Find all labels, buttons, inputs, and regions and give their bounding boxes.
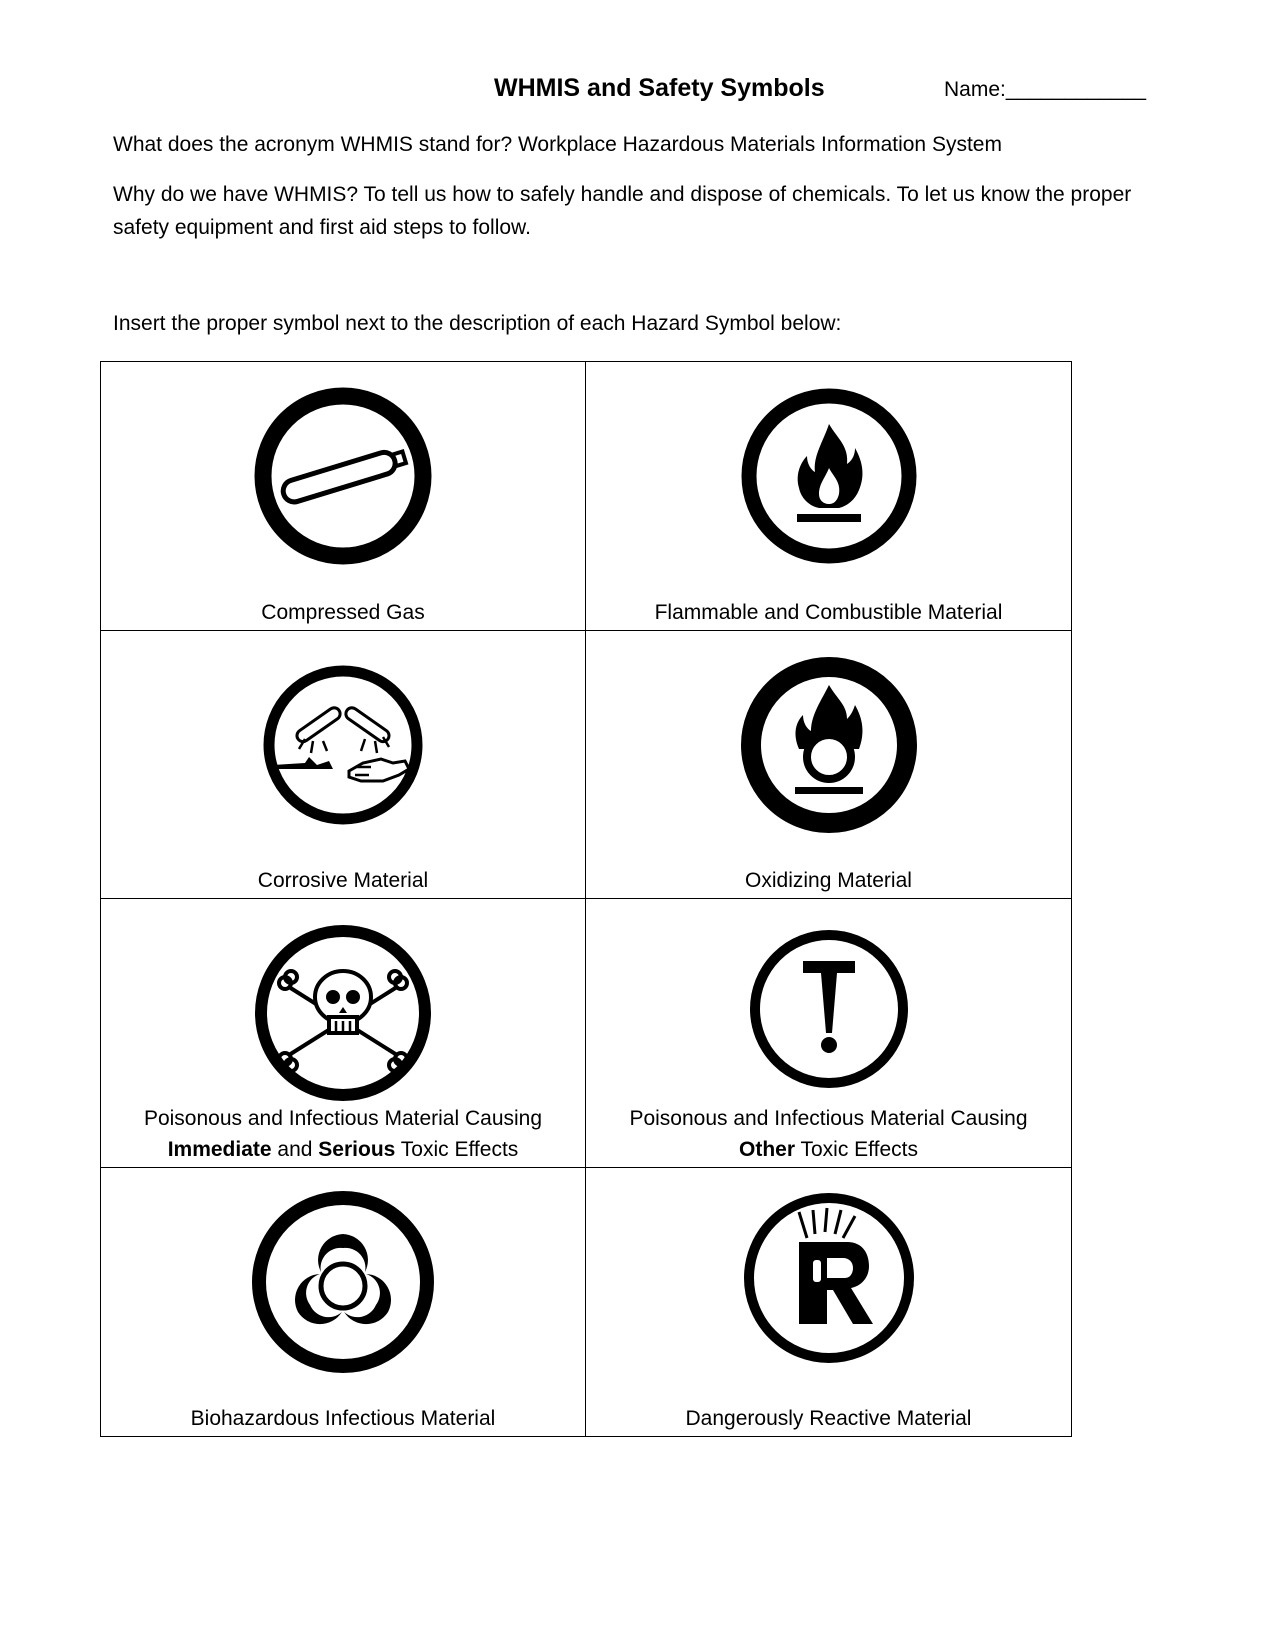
page-title: WHMIS and Safety Symbols <box>494 74 825 102</box>
label-line1: Poisonous and Infectious Material Causing <box>143 1106 543 1130</box>
label-line1: Poisonous and Infectious Material Causing <box>629 1106 1028 1130</box>
label-end: Toxic Effects <box>795 1137 918 1161</box>
symbol-cell-biohazard <box>101 1168 586 1437</box>
reactive-icon <box>729 1182 929 1382</box>
oxidizing-icon <box>729 645 929 845</box>
flammable-icon <box>729 376 929 576</box>
symbol-label: Biohazardous Infectious Material <box>190 1407 496 1430</box>
corrosive-icon <box>243 645 443 845</box>
label-end: Toxic Effects <box>395 1137 519 1161</box>
instruction-text: Insert the proper symbol next to the description of each Hazard Symbol below: <box>113 312 842 335</box>
symbol-cell-poisonous-other <box>586 899 1071 1168</box>
name-field[interactable]: Name:____________ <box>944 78 1147 101</box>
label-and: and <box>271 1137 319 1161</box>
symbol-label <box>586 1103 1071 1165</box>
symbol-label: Dangerously Reactive Material <box>685 1407 972 1430</box>
symbol-cell-corrosive <box>101 631 586 900</box>
symbol-label: Flammable and Combustible Material <box>654 600 1003 624</box>
skull-crossbones-icon <box>243 913 443 1113</box>
symbol-cell-compressed-gas <box>101 362 586 631</box>
symbol-cell-reactive <box>586 1168 1071 1437</box>
symbol-cell-poisonous-immediate <box>101 899 586 1168</box>
question-acronym: What does the acronym WHMIS stand for? Workplace Hazardous Materials Information System <box>113 133 1002 156</box>
question-purpose: Why do we have WHMIS? To tell us how to safely handle and dispose of chemicals. To let us know the proper safety equipment and first aid steps to follow. <box>113 183 1132 239</box>
biohazard-icon <box>243 1182 443 1382</box>
symbols-table <box>100 361 1072 1437</box>
symbol-cell-flammable <box>586 362 1071 631</box>
symbol-label <box>101 1103 585 1165</box>
symbol-cell-oxidizing <box>586 631 1071 900</box>
symbol-label: Oxidizing Material <box>745 869 912 892</box>
label-bold-immediate: Immediate <box>167 1137 272 1161</box>
symbol-label: Compressed Gas <box>261 600 425 624</box>
label-bold-serious: Serious <box>318 1137 396 1161</box>
label-bold-other: Other <box>739 1137 796 1161</box>
symbol-label: Corrosive Material <box>257 869 429 892</box>
compressed-gas-icon <box>243 376 443 576</box>
exclamation-t-icon <box>729 913 929 1113</box>
